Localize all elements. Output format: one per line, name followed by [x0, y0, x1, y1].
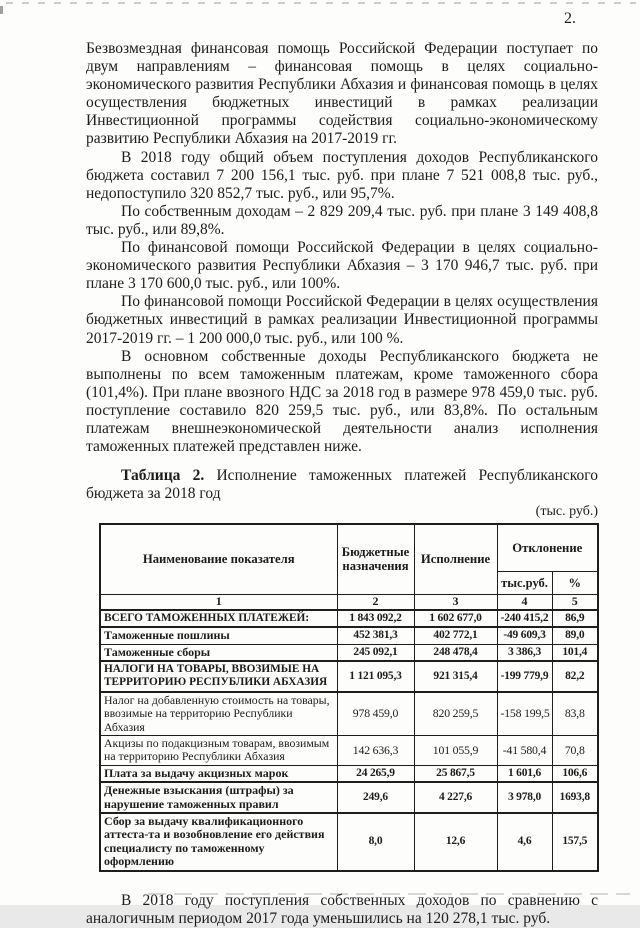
- paragraph-customs-overview: В основном собственные доходы Республиканского бюджета не выполнены по всем таможенным платежам, кроме таможенного сбора (101,4%). При плане ввозного НДС за 2018 год в размере 978 459,0 тыс. руб. поступление составило 820 259,5 тыс. руб., или 83,8%. По остальным платежам внешнеэкономической деятельности анализ исполнения таможенных платежей представлен ниже.: [86, 347, 598, 456]
- paragraph-intro: Безвозмездная финансовая помощь Российской Федерации поступает по двум направлениям – финансовая помощь в целях социально-экономического развития Республики Абхазия и финансовая помощь в целях осуществления бюджетных инвестиций в рамках реализации Инвестиционной программы содействия социально-экономическому развитию Республики Абхазия на 2017-2019 гг.: [86, 40, 598, 148]
- scan-artifact-left-speck: [0, 6, 3, 14]
- units-note: (тыс. руб.): [535, 504, 598, 520]
- paragraph-closing: В 2018 году поступления собственных доходов по сравнению с аналогичным периодом 2017 года уменьшились на 120 278,1 тыс. руб.: [86, 891, 598, 927]
- paragraph-financial-aid-investment: По финансовой помощи Российской Федерации в целях осуществления бюджетных инвестиций в рамках реализации Инвестиционной программы 2017-2019 гг. – 1 200 000,0 тыс. руб., или 100 %.: [86, 293, 598, 347]
- table-row-vat: Налог на добавленную стоимость на товары, ввозимые на территорию Республики Абхазия 978 459,0 820 259,5 -158 199,5 83,8: [100, 692, 598, 736]
- col-header-execution: Исполнение: [414, 524, 497, 595]
- table-row-fines: Денежные взыскания (штрафы) за нарушение таможенных правил 249,6 4 227,6 3 978,0 1693,8: [100, 782, 598, 813]
- col-header-deviation-rub: тыс.руб.: [497, 572, 552, 595]
- col-header-indicator-name: Наименование показателя: [100, 524, 337, 595]
- table-row-import-taxes: НАЛОГИ НА ТОВАРЫ, ВВОЗИМЫЕ НА ТЕРРИТОРИЮ РЕСПУБЛИКИ АБХАЗИЯ 1 121 095,3 921 315,4 -199 779,9 82,2: [100, 661, 598, 692]
- table-row-excise-stamps: Плата за выдачу акцизных марок 24 265,9 25 867,5 1 601,6 106,6: [100, 765, 598, 782]
- table-caption-label: Таблица 2.: [121, 467, 205, 485]
- page-content: [86, 40, 598, 928]
- column-number: 2: [337, 595, 414, 610]
- table-caption-text: Исполнение таможенных платежей Республиканского бюджета за 2018 год: [86, 467, 598, 503]
- column-numbers-row: [100, 595, 598, 610]
- page-number: 2.: [564, 10, 576, 27]
- table-row-total: ВСЕГО ТАМОЖЕННЫХ ПЛАТЕЖЕЙ: 1 843 092,2 1 602 677,0 -240 415,2 86,9: [100, 610, 598, 627]
- paragraph-financial-aid-social: По финансовой помощи Российской Федерации в целях социально-экономического развития Республики Абхазия – 3 170 946,7 тыс. руб. при плане 3 170 600,0 тыс. руб., или 100%.: [86, 239, 598, 293]
- column-number: 1: [100, 595, 337, 610]
- column-number: 5: [552, 595, 598, 610]
- paragraph-own-revenue: По собственным доходам – 2 829 209,4 тыс. руб. при плане 3 149 408,8 тыс. руб., или 89,8%.: [86, 202, 598, 238]
- table-row-excise: Акцизы по подакцизным товарам, ввозимым на территорию Республики Абхазия 142 636,3 101 055,9 -41 580,4 70,8: [100, 736, 598, 766]
- col-header-deviation: Отклонение: [497, 524, 598, 572]
- paragraph-total-revenue: В 2018 году общий объем поступления доходов Республиканского бюджета составил 7 200 156,1 тыс. руб. при плане 7 521 008,8 тыс. руб., недопоступило 320 852,7 тыс. руб., или 95,7%.: [86, 148, 598, 202]
- table-caption: [86, 467, 598, 503]
- column-number: 3: [414, 595, 497, 610]
- col-header-deviation-pct: %: [552, 572, 598, 595]
- table-row-customs-fees: Таможенные сборы 245 092,1 248 478,4 3 386,3 101,4: [100, 644, 598, 661]
- col-header-budget: Бюджетные назначения: [337, 524, 414, 595]
- table-row-customs-duties: Таможенные пошлины 452 381,3 402 772,1 -49 609,3 89,0: [100, 627, 598, 644]
- customs-payments-table: [99, 523, 599, 871]
- column-number: 4: [497, 595, 552, 610]
- scan-artifact-top-line: [6, 2, 636, 4]
- table-row-certificate-fee: Сбор за выдачу квалификационного аттеста-та и возобновление его действия специалисту по таможенному оформлению 8,0 12,6 4,6 157,5: [100, 813, 598, 871]
